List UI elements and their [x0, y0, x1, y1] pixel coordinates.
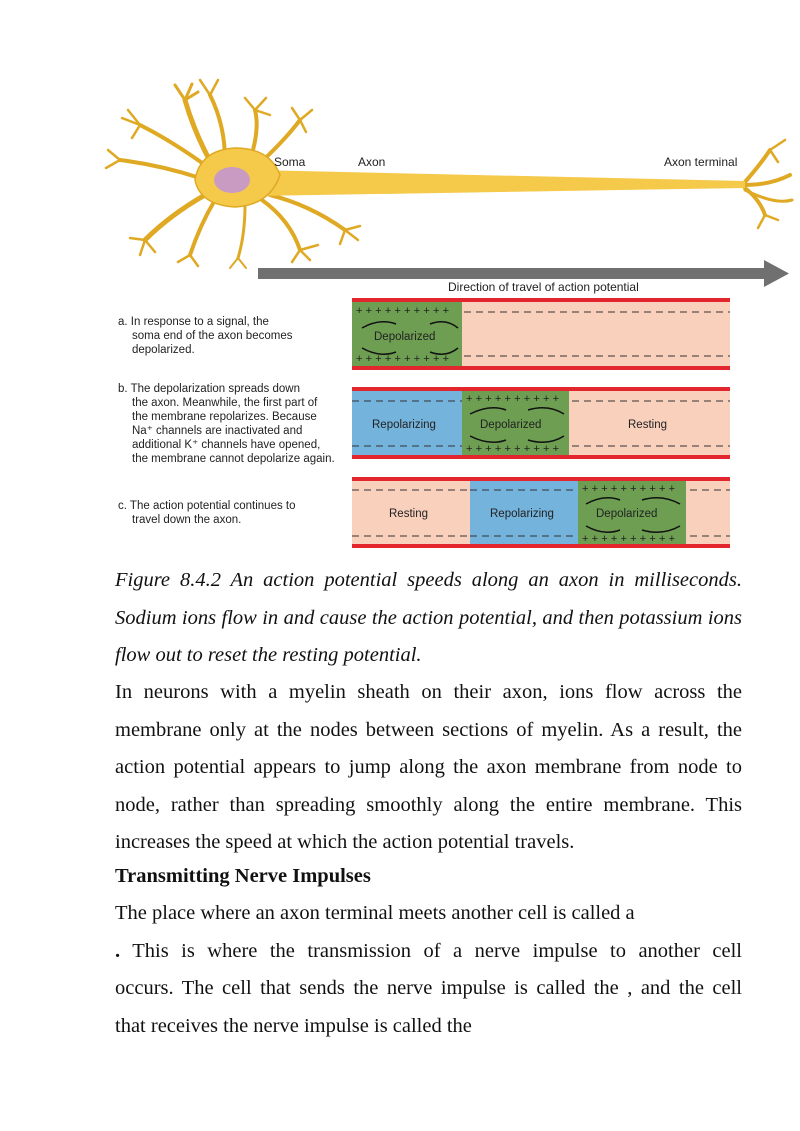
panel-a-membrane — [352, 298, 730, 370]
action-potential-figure — [0, 0, 800, 560]
svg-text:additional K⁺ channels have op: additional K⁺ channels have opened, — [132, 439, 321, 451]
segment-label: Depolarized — [374, 331, 436, 343]
panel-b-membrane — [352, 387, 730, 459]
paragraph-line: . This is where the transmission of a nerve impulse to another cell — [115, 939, 742, 962]
svg-text:Na⁺ channels are inactivated a: Na⁺ channels are inactivated and — [132, 425, 303, 437]
svg-text:c. The action potential contin: c. The action potential continues to — [118, 500, 296, 512]
panel-c-description — [118, 500, 296, 526]
svg-text:the membrane repolarizes. Beca: the membrane repolarizes. Because — [132, 411, 317, 423]
paragraph-line: that receives the nerve impulse is called the — [115, 1014, 472, 1037]
panel-b-description — [118, 383, 335, 465]
svg-text:++++++++++: ++++++++++ — [582, 533, 679, 545]
segment-label: Depolarized — [480, 419, 542, 431]
paragraph-line: The place where an axon terminal meets another cell is called a — [115, 902, 635, 924]
direction-label: Direction of travel of action potential — [448, 280, 639, 294]
paragraph-line: occurs. The cell that sends the nerve impulse is called the , and the cell — [115, 977, 742, 999]
paragraph-myelin: In neurons with a myelin sheath on their axon, ions flow across the membrane only at the nodes between sections of myelin. As a result, the action potential appears to jump along the axon membrane from node to node, rather than spreading smoothly along the entire membrane. This increases the speed at which the action potential travels. — [115, 681, 742, 853]
neuron-illustration — [106, 80, 792, 268]
figure-caption: Figure 8.4.2 An action potential speeds along an axon in milliseconds. Sodium ions flow in and cause the action potential, and then potassium ions flow out to reset the resting potential. — [115, 569, 742, 666]
svg-text:the axon. Meanwhile, the first: the axon. Meanwhile, the first part of — [132, 397, 318, 409]
svg-text:++++++++++: ++++++++++ — [582, 483, 679, 495]
segment-label: Resting — [628, 419, 667, 431]
panel-c-membrane — [352, 477, 730, 548]
svg-text:the membrane cannot depolarize: the membrane cannot depolarize again. — [132, 453, 335, 465]
svg-text:++++++++++: ++++++++++ — [466, 443, 563, 455]
paragraph-synapse — [115, 895, 742, 1045]
segment-label: Repolarizing — [490, 508, 554, 520]
segment-label: Repolarizing — [372, 419, 436, 431]
svg-text:b. The depolarization spreads: b. The depolarization spreads down — [118, 383, 300, 395]
svg-text:soma end of the axon becomes: soma end of the axon becomes — [132, 330, 293, 342]
svg-text:++++++++++: ++++++++++ — [466, 393, 563, 405]
svg-text:++++++++++: ++++++++++ — [356, 305, 453, 317]
soma-label: Soma — [274, 155, 306, 169]
svg-text:travel down the axon.: travel down the axon. — [132, 514, 242, 526]
segment-label: Resting — [389, 508, 428, 520]
axon-terminal-label: Axon terminal — [664, 155, 738, 169]
panel-a-description — [118, 316, 293, 356]
segment-label: Depolarized — [596, 508, 658, 520]
axon-label: Axon — [358, 155, 386, 169]
section-heading: Transmitting Nerve Impulses — [115, 865, 371, 887]
svg-text:a. In response to a signal, th: a. In response to a signal, the — [118, 316, 269, 328]
svg-text:++++++++++: ++++++++++ — [356, 353, 453, 365]
svg-text:depolarized.: depolarized. — [132, 344, 195, 356]
